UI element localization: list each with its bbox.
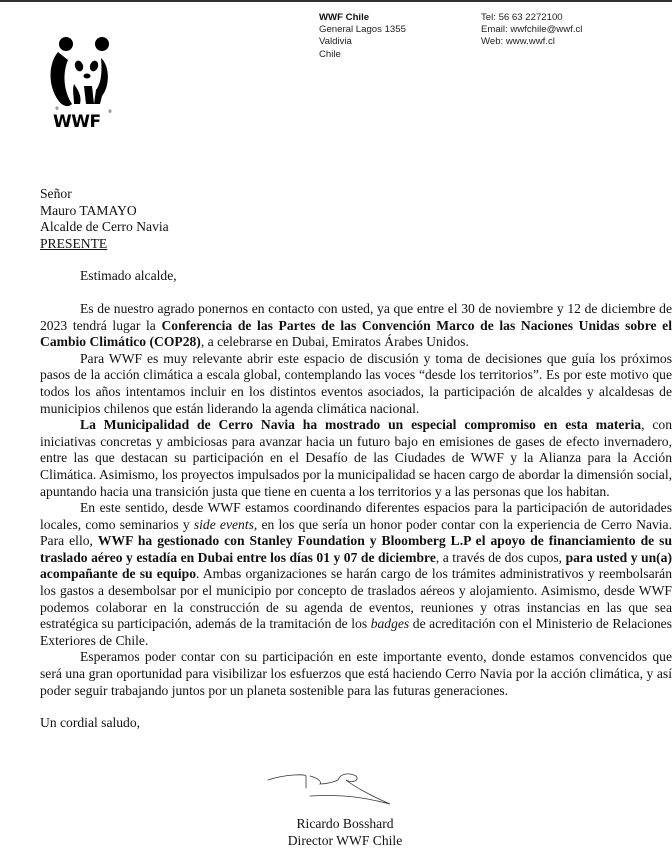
wwf-panda-logo	[44, 30, 124, 130]
paragraph-closing-wish: Esperamos poder contar con su participación en este importante evento, donde estamos convencidos que será una gran oportunidad para visibilizar los esfuerzos que está haciendo Cerro Navia por la acción climática, y así poder seguir trabajando juntos por un planeta sostenible para las futuras generaciones.	[40, 649, 672, 698]
letter-body	[40, 186, 672, 732]
signer-block	[270, 816, 420, 849]
registered-mark: ®	[55, 106, 59, 111]
letterhead-address	[319, 12, 406, 61]
text-run: , a través de dos cupos,	[435, 549, 566, 565]
signer-title: Director WWF Chile	[287, 832, 403, 848]
recipient-block	[40, 186, 672, 252]
website: Web: www.wwf.cl	[481, 36, 555, 48]
italic-run: badges	[370, 616, 410, 632]
signature	[266, 764, 396, 808]
paragraph-intro	[40, 301, 672, 351]
signer-name: Ricardo Bosshard	[296, 816, 394, 831]
recipient-position: Alcalde de Cerro Navia	[40, 219, 169, 235]
paragraph-municipality	[40, 417, 672, 500]
registered-mark: ®	[108, 109, 112, 114]
text-run: . Ambas organizaciones se harán cargo de los trámites administrativos y reembolsarán los gastos a desembolsar por el municipio por concepto de traslados aéreos y alojamiento. Asimismo, desde WWF podemos colaborar en la construcción de su agenda de eventos, reuniones y otras instancias en las que sea estratégica su participación, además de la tramitación de los	[40, 566, 672, 632]
top-border	[0, 0, 672, 2]
bold-run: WWF ha gestionado con Stanley Foundation y Bloomberg L.P el apoyo de financiamiento de su traslado aéreo y estadía en Dubai entre los días 01 y 07 de diciembre	[40, 533, 672, 565]
bold-run: Conferencia de las Partes de las Convención Marco de las Naciones Unidas sobre el Cambio Climático (COP28)	[40, 317, 672, 350]
phone-number: Tel: 56 63 2272100	[481, 12, 563, 23]
email-address: Email: wwfchile@wwf.cl	[481, 24, 583, 36]
text-run: , con iniciativas concretas y ambiciosas para avanzar hacia un futuro bajo en emisiones de gases de efecto invernadero, entre las que destacan su participación en el Desafío de las Ciudades de WWF y la Alianza para la Acción Climática. Asimismo, los proyectos impulsados por la municipalidad se hacen cargo de abordar la dimensión social, apuntando hacia una transición justa que tiene en cuenta a los territorios y a las personas que los habitan.	[40, 417, 672, 499]
bold-run: para usted y un(a) acompañante de su equipo	[40, 549, 672, 582]
wwf-logo-text: WWF	[53, 112, 101, 130]
panda-icon	[51, 37, 110, 106]
text-run: , a celebrarse en Dubai, Emiratos Árabes Unidos.	[200, 334, 469, 350]
organization-name: WWF Chile	[319, 12, 370, 23]
closing-line: Un cordial saludo,	[40, 715, 141, 731]
recipient-title: Señor	[40, 186, 72, 201]
italic-run: side events	[193, 516, 254, 532]
letterhead-contact	[481, 12, 582, 49]
bold-run: La Municipalidad de Cerro Navia ha mostrado un especial compromiso en esta materia	[80, 417, 642, 433]
recipient-presente: PRESENTE	[40, 235, 108, 251]
address-line: General Lagos 1355	[319, 24, 406, 36]
text-run: En este sentido, desde WWF estamos coordinando diferentes espacios para la participación de autoridades locales, como seminarios y	[40, 500, 672, 532]
address-line: Valdivia	[319, 36, 352, 48]
paragraph-relevance: Para WWF es muy relevante abrir este espacio de discusión y toma de decisiones que guía los próximos pasos de la acción climática a escala global, contemplando las voces “desde los territorios”. Es por este motivo que todos los años intentamos incluir en los distintos eventos asociados, la participación de alcaldes y alcaldesas de municipios chilenos que están liderando la agenda climática nacional.	[40, 350, 672, 416]
recipient-name: Mauro TAMAYO	[40, 202, 137, 218]
text-run: , en los que sería un honor poder contar con la experiencia de Cerro Navia. Para ello,	[40, 516, 672, 549]
text-run: Es de nuestro agrado ponernos en contacto con usted, ya que entre el 30 de noviembre y 12 de diciembre de 2023 tendrá lugar la	[40, 300, 672, 333]
greeting: Estimado alcalde,	[80, 268, 177, 284]
text-run: de acreditación con el Ministerio de Relaciones Exteriores de Chile.	[40, 616, 672, 648]
paragraph-invitation	[40, 500, 672, 649]
address-line: Chile	[319, 48, 341, 60]
